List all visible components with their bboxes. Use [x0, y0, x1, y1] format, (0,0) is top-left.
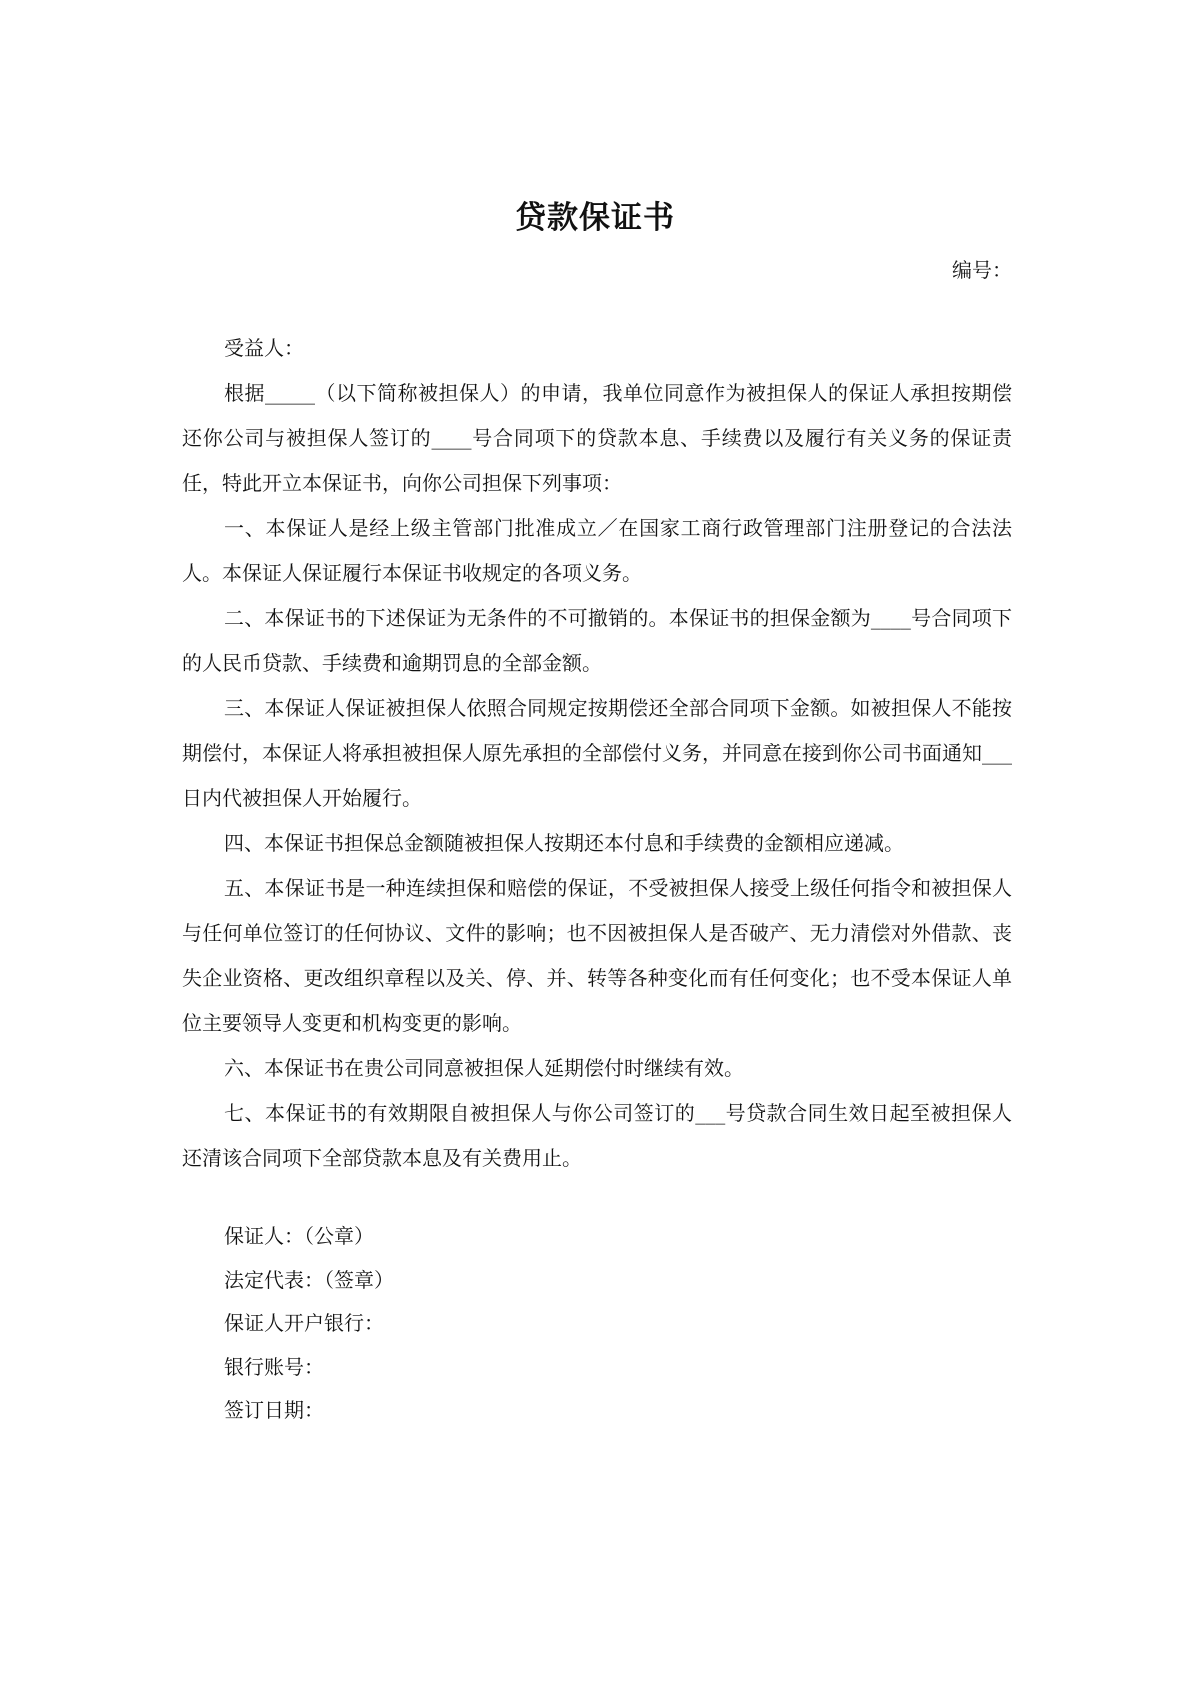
clause-3: 三、本保证人保证被担保人依照合同规定按期偿还全部合同项下金额。如被担保人不能按期偿付，本保证人将承担被担保人原先承担的全部偿付义务，并同意在接到你公司书面通知___日内代被担保人开始履行。: [182, 696, 1012, 810]
document-title: 贷款保证书: [515, 200, 675, 236]
bank-line: 保证人开户银行：: [224, 1311, 384, 1335]
clause-2: 二、本保证书的下述保证为无条件的不可撤销的。本保证书的担保金额为____号合同项下的人民币贷款、手续费和逾期罚息的全部金额。: [182, 606, 1012, 675]
beneficiary-line: 受益人：: [224, 336, 304, 360]
document-body: [182, 326, 1012, 1181]
clause-7: 七、本保证书的有效期限自被担保人与你公司签订的___号贷款合同生效日起至被担保人还清该合同项下全部贷款本息及有关费用止。: [182, 1101, 1012, 1170]
document-number-label: 编号：: [952, 258, 1012, 282]
clause-5: 五、本保证书是一种连续担保和赔偿的保证，不受被担保人接受上级任何指令和被担保人与任何单位签订的任何协议、文件的影响；也不因被担保人是否破产、无力清偿对外借款、丧失企业资格、更改组织章程以及关、停、并、转等各种变化而有任何变化；也不受本保证人单位主要领导人变更和机构变更的影响。: [182, 876, 1012, 1035]
clause-4: 四、本保证书担保总金额随被担保人按期还本付息和手续费的金额相应递减。: [224, 831, 904, 855]
clause-6: 六、本保证书在贵公司同意被担保人延期偿付时继续有效。: [224, 1056, 744, 1080]
date-line: 签订日期：: [224, 1398, 324, 1422]
clause-1: 一、本保证人是经上级主管部门批准成立／在国家工商行政管理部门注册登记的合法法人。本保证人保证履行本保证书收规定的各项义务。: [182, 516, 1012, 585]
signature-block: [224, 1215, 394, 1433]
intro-paragraph: 根据_____（以下简称被担保人）的申请，我单位同意作为被担保人的保证人承担按期偿还你公司与被担保人签订的____号合同项下的贷款本息、手续费以及履行有关义务的保证责任，特此开立本保证书，向你公司担保下列事项：: [182, 381, 1012, 495]
legal-representative-line: 法定代表：（签章）: [224, 1267, 394, 1292]
guarantor-line: 保证人：（公章）: [224, 1224, 374, 1248]
account-line: 银行账号：: [224, 1354, 324, 1379]
